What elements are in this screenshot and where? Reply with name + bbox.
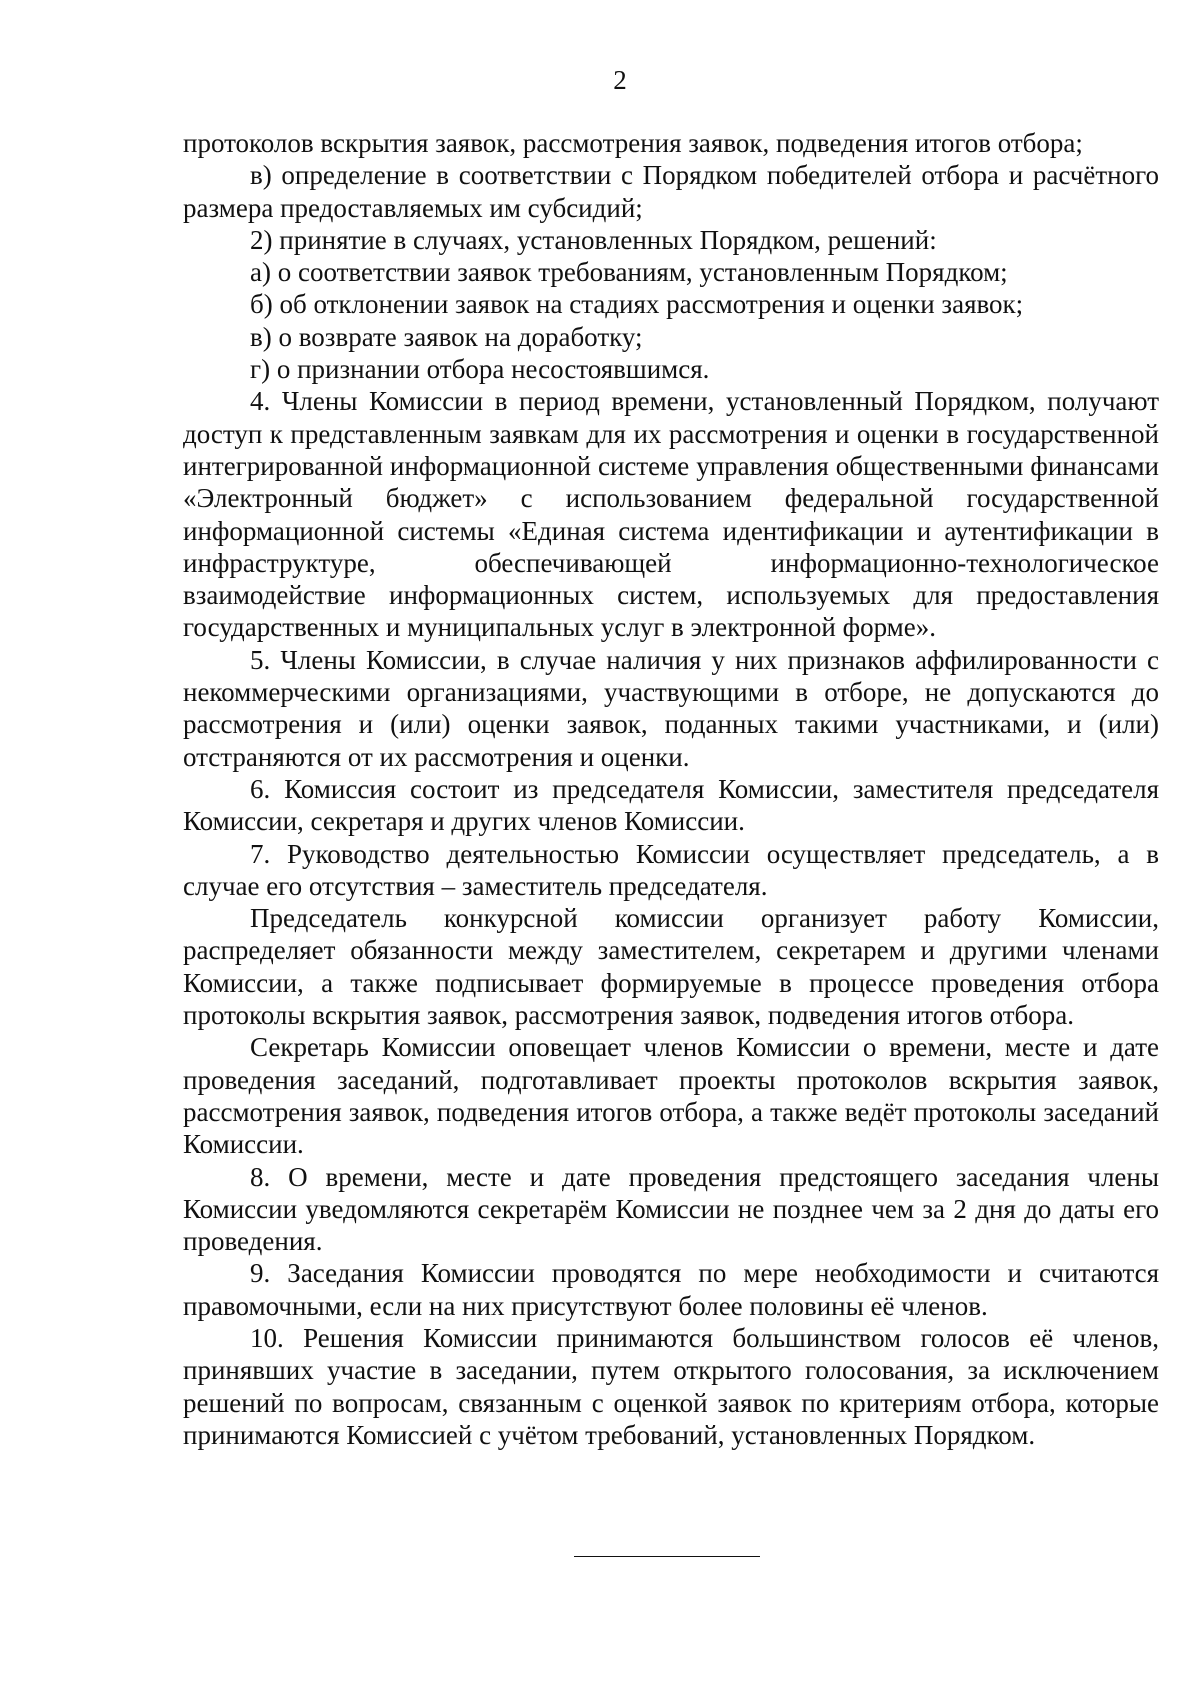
paragraph-item-v: в) о возврате заявок на доработку; <box>250 321 643 352</box>
paragraph-secretary-duties: Секретарь Комиссии оповещает членов Комиссии о времени, месте и дате проведения заседаний, подготавливает проекты протоколов вскрытия заявок, рассмотрения заявок, подведения итогов отбора, а также ведёт протоколы заседаний Комиссии. <box>183 1032 1159 1160</box>
paragraph-clause-5: 5. Члены Комиссии, в случае наличия у них признаков аффилированности с некоммерческими организациями, участвующими в отборе, не допускаются до рассмотрения и (или) оценки заявок, поданных такими участниками, и (или) отстраняются от их рассмотрения и оценки. <box>183 644 1159 772</box>
paragraph-clause-4: 4. Члены Комиссии в период времени, установленный Порядком, получают доступ к представленным заявкам для их рассмотрения и оценки в государственной интегрированной информационной системе управления общественными финансами «Электронный бюджет» с использованием федеральной государственной информационной системы «Единая система идентификации и аутентификации в инфраструктуре, обеспечивающей информационно-технологическое взаимодействие информационных систем, используемых для предоставления государственных и муниципальных услуг в электронной форме». <box>183 386 1159 643</box>
paragraph-clause-6: 6. Комиссия состоит из председателя Комиссии, заместителя председателя Комиссии, секретаря и других членов Комиссии. <box>183 773 1159 837</box>
paragraph-clause-7: 7. Руководство деятельностью Комиссии осуществляет председатель, а в случае его отсутствия – заместитель председателя. <box>183 838 1159 901</box>
document-body <box>183 127 1159 1451</box>
page-number: 2 <box>613 65 627 95</box>
paragraph-clause-9: 9. Заседания Комиссии проводятся по мере необходимости и считаются правомочными, если на них присутствуют более половины её членов. <box>183 1258 1159 1321</box>
paragraph-chairman-duties: Председатель конкурсной комиссии организует работу Комиссии, распределяет обязанности между заместителем, секретарем и другими членами Комиссии, а также подписывает формируемые в процессе проведения отбора протоколы вскрытия заявок, рассмотрения заявок, подведения итогов отбора. <box>183 903 1159 1031</box>
paragraph-item-a: а) о соответствии заявок требованиям, установленным Порядком; <box>250 257 1008 288</box>
paragraph-continuation: протоколов вскрытия заявок, рассмотрения заявок, подведения итогов отбора; <box>183 128 1083 158</box>
paragraph-item-b: б) об отклонении заявок на стадиях рассмотрения и оценки заявок; <box>250 289 1024 320</box>
paragraph-item-2-decisions: 2) принятие в случаях, установленных Порядком, решений: <box>250 224 937 255</box>
paragraph-clause-10: 10. Решения Комиссии принимаются большинством голосов её членов, принявших участие в заседании, путем открытого голосования, за исключением решений по вопросам, связанным с оценкой заявок по критериям отбора, которые принимаются Комиссией с учётом требований, установленных Порядком. <box>183 1322 1159 1450</box>
paragraph-item-g: г) о признании отбора несостоявшимся. <box>250 354 710 385</box>
end-of-document-rule <box>574 1556 760 1557</box>
paragraph-item-v-determination: в) определение в соответствии с Порядком победителей отбора и расчётного размера предоставляемых им субсидий; <box>183 160 1159 223</box>
paragraph-clause-8: 8. О времени, месте и дате проведения предстоящего заседания члены Комиссии уведомляются секретарём Комиссии не позднее чем за 2 дня до даты его проведения. <box>183 1161 1159 1257</box>
